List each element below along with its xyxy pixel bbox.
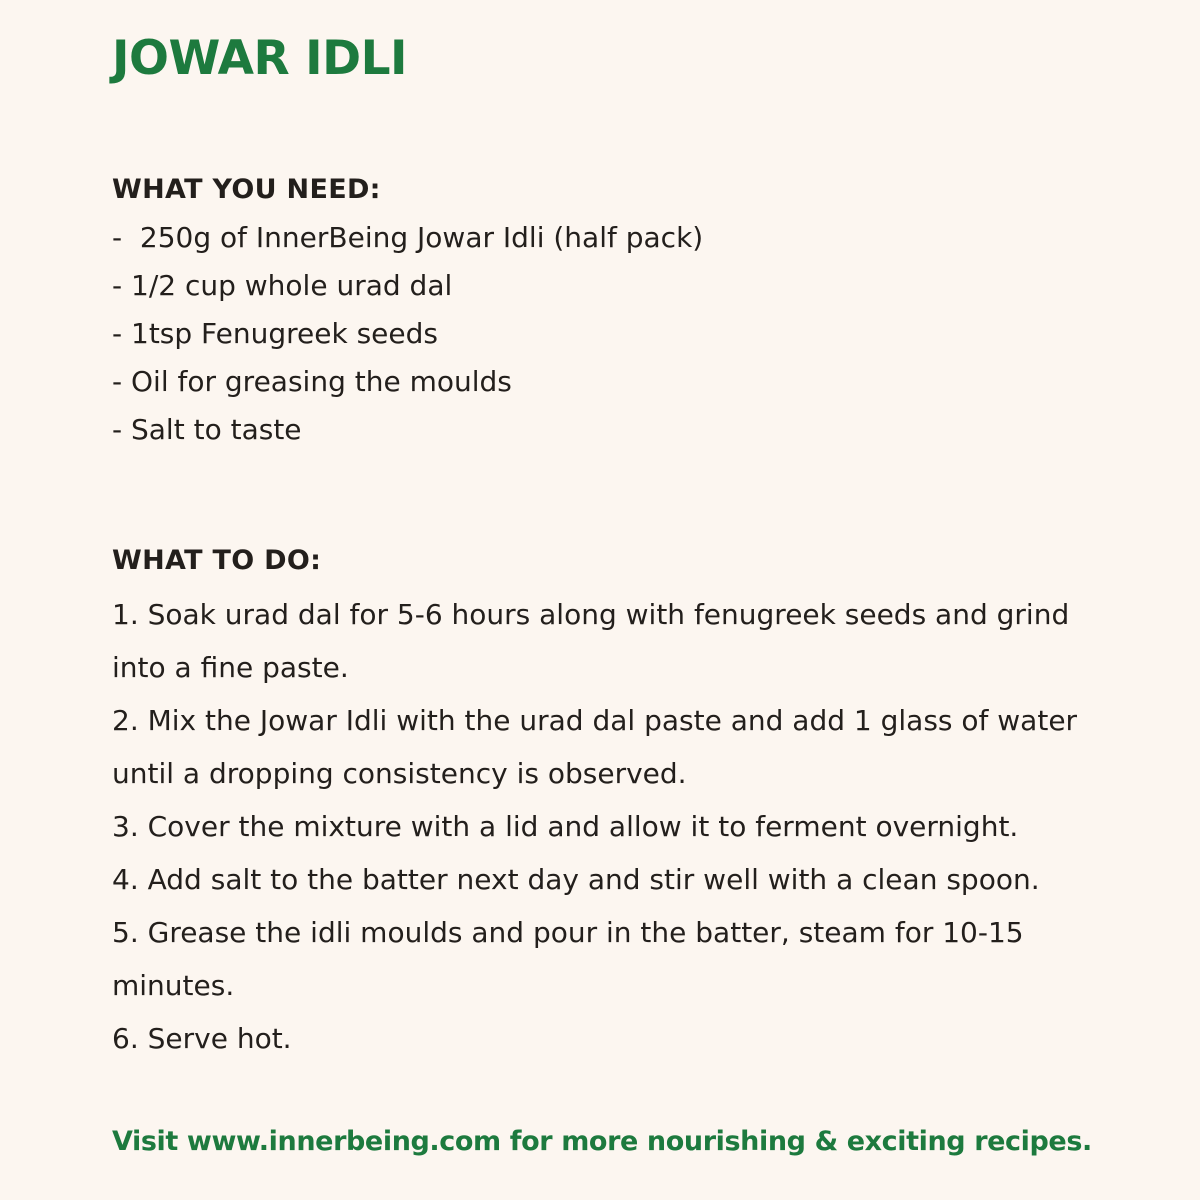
step-item: 6. Serve hot. [112,1022,292,1055]
ingredients-list [112,214,703,454]
step-item: 4. Add salt to the batter next day and stir well with a clean spoon. [112,863,1040,896]
website-footer: Visit www.innerbeing.com for more nourishing & exciting recipes. [112,1126,1092,1157]
ingredient-item: - Salt to taste [112,413,302,446]
step-item: 1. Soak urad dal for 5-6 hours along with fenugreek seeds and grind into a fine paste. [112,598,1070,684]
ingredient-item: - 1tsp Fenugreek seeds [112,317,438,350]
ingredient-item: - Oil for greasing the moulds [112,365,512,398]
recipe-title: JOWAR IDLI [112,31,408,86]
steps-list [112,588,1102,1065]
ingredient-item: - 1/2 cup whole urad dal [112,269,453,302]
steps-heading: WHAT TO DO: [112,545,322,576]
ingredient-item: - 250g of InnerBeing Jowar Idli (half pack) [112,221,704,254]
step-item: 5. Grease the idli moulds and pour in the batter, steam for 10-15 minutes. [112,916,1024,1002]
step-item: 2. Mix the Jowar Idli with the urad dal paste and add 1 glass of water until a dropping consistency is observed. [112,704,1078,790]
step-item: 3. Cover the mixture with a lid and allow it to ferment overnight. [112,810,1019,843]
ingredients-heading: WHAT YOU NEED: [112,174,381,205]
